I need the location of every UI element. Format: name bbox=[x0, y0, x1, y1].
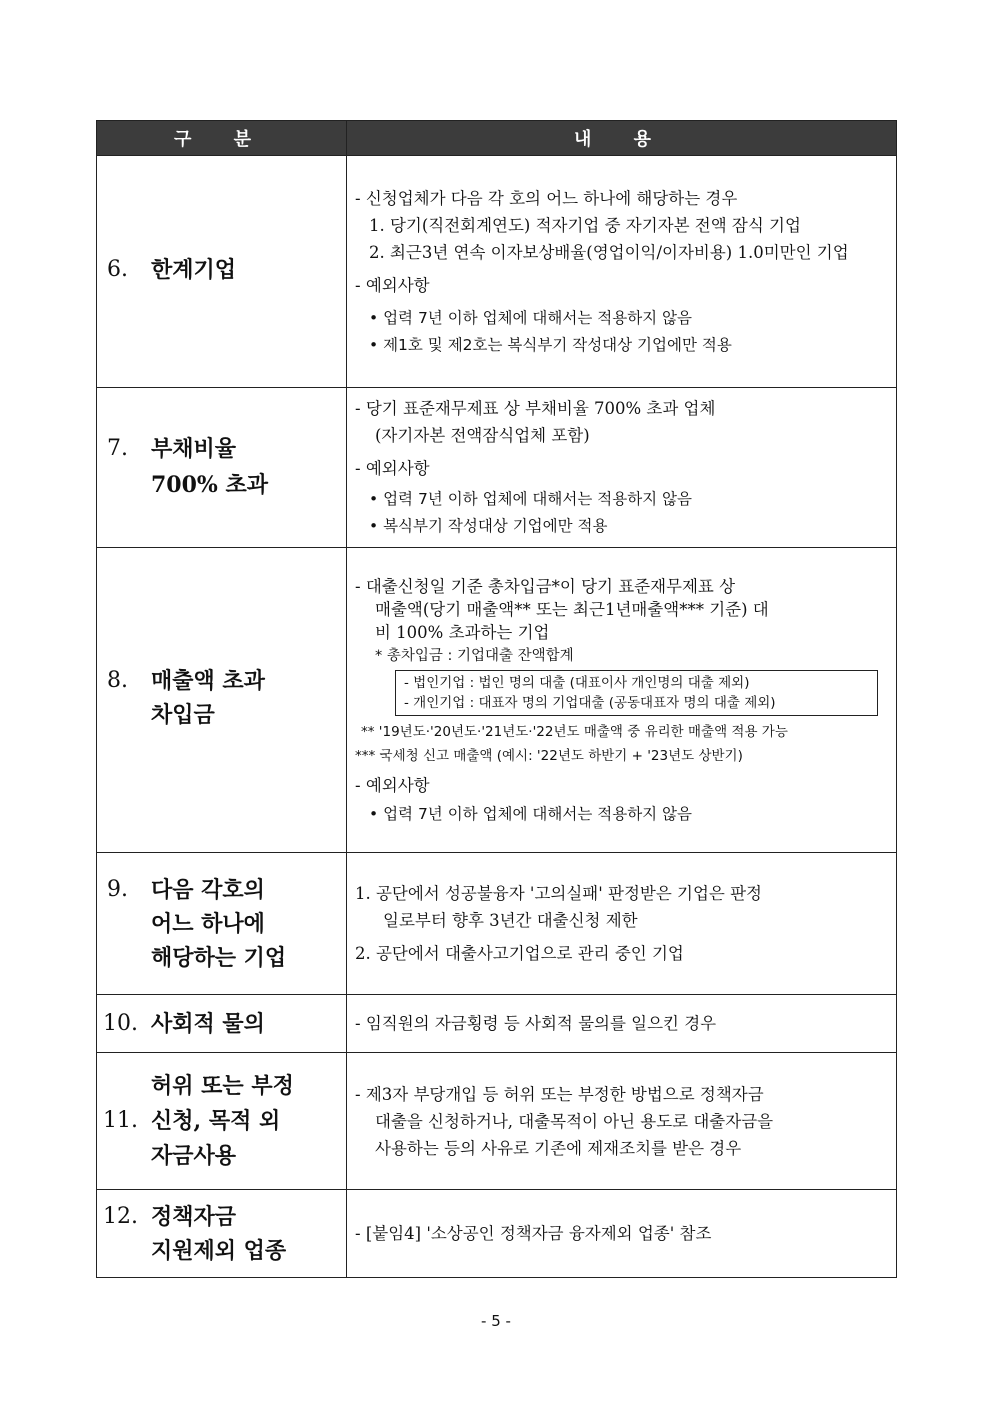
criteria-table bbox=[96, 120, 897, 1278]
content-line: - 예외사항 bbox=[355, 459, 430, 478]
content-line: • 업력 7년 이하 업체에 대해서는 적용하지 않음 bbox=[369, 490, 693, 508]
row-number: 6. bbox=[107, 257, 128, 282]
content-line: - 당기 표준재무제표 상 부채비율 700% 초과 업체 bbox=[355, 399, 716, 418]
content-line: 매출액(당기 매출액** 또는 최근1년매출액*** 기준) 대 bbox=[375, 599, 769, 619]
table-row bbox=[97, 388, 897, 548]
table-row bbox=[97, 156, 897, 388]
content-line: • 제1호 및 제2호는 복식부기 작성대상 기업에만 적용 bbox=[369, 335, 732, 354]
content-line: • 업력 7년 이하 업체에 대해서는 적용하지 않음 bbox=[369, 308, 693, 327]
row-number: 7. bbox=[107, 436, 128, 461]
content-line: (자기자본 전액잠식업체 포함) bbox=[375, 426, 590, 445]
row-content bbox=[347, 388, 897, 548]
row-content bbox=[347, 1190, 897, 1278]
content-line: - 제3자 부당개입 등 허위 또는 부정한 방법으로 정책자금 bbox=[355, 1084, 764, 1104]
header-content: 내 용 bbox=[347, 121, 897, 156]
content-line: - 예외사항 bbox=[355, 775, 430, 795]
content-line: 대출을 신청하거나, 대출목적이 아닌 용도로 대출자금을 bbox=[375, 1111, 774, 1131]
row-content bbox=[347, 548, 897, 853]
row-label: 자금사용 bbox=[151, 1143, 237, 1169]
row-category bbox=[97, 1053, 347, 1190]
content-line: 비 100% 초과하는 기업 bbox=[375, 622, 550, 642]
row-number: 8. bbox=[107, 668, 128, 693]
header-category: 구 분 bbox=[97, 121, 347, 156]
content-line: - 대출신청일 기준 총차입금*이 당기 표준재무제표 상 bbox=[355, 576, 736, 596]
row-label: 신청, 목적 외 bbox=[151, 1108, 281, 1134]
content-line: 사용하는 등의 사유로 기존에 제재조치를 받은 경우 bbox=[375, 1138, 742, 1158]
row-label: 차입금 bbox=[151, 702, 215, 728]
table-row bbox=[97, 1190, 897, 1278]
borrowing-detail-box bbox=[395, 670, 878, 716]
row-number: 12. bbox=[103, 1204, 138, 1229]
content-line: 1. 당기(직전회계연도) 적자기업 중 자기자본 전액 잠식 기업 bbox=[369, 215, 801, 235]
content-line: - 신청업체가 다음 각 호의 어느 하나에 해당하는 경우 bbox=[355, 188, 738, 208]
content-line: - 임직원의 자금횡령 등 사회적 물의를 일으킨 경우 bbox=[355, 1014, 717, 1033]
row-number: 11. bbox=[103, 1108, 138, 1133]
row-category bbox=[97, 548, 347, 853]
row-category bbox=[97, 1190, 347, 1278]
content-line: 2. 공단에서 대출사고기업으로 관리 중인 기업 bbox=[355, 944, 684, 963]
row-label: 700% 초과 bbox=[151, 472, 268, 498]
row-label: 정책자금 bbox=[151, 1204, 237, 1230]
row-label: 매출액 초과 bbox=[151, 668, 265, 694]
row-content bbox=[347, 995, 897, 1053]
content-line: ** '19년도·'20년도·'21년도·'22년도 매출액 중 유리한 매출액 적용 가능 bbox=[361, 723, 788, 740]
table-row bbox=[97, 853, 897, 995]
content-line: • 복식부기 작성대상 기업에만 적용 bbox=[369, 517, 608, 535]
row-content bbox=[347, 1053, 897, 1190]
content-line: *** 국세청 신고 매출액 (예시: '22년도 하반기 + '23년도 상반기) bbox=[355, 747, 743, 764]
row-label: 한계기업 bbox=[151, 257, 237, 283]
row-label: 사회적 물의 bbox=[151, 1011, 265, 1037]
content-line: 2. 최근3년 연속 이자보상배율(영업이익/이자비용) 1.0미만인 기업 bbox=[369, 242, 849, 262]
content-line: 일로부터 향후 3년간 대출신청 제한 bbox=[383, 911, 638, 930]
row-content bbox=[347, 853, 897, 995]
row-number: 9. bbox=[107, 877, 128, 902]
content-line: - [붙임4] '소상공인 정책자금 융자제외 업종' 참조 bbox=[355, 1224, 712, 1243]
content-line: • 업력 7년 이하 업체에 대해서는 적용하지 않음 bbox=[369, 804, 693, 823]
row-category bbox=[97, 388, 347, 548]
row-label: 다음 각호의 bbox=[151, 877, 265, 903]
table-row bbox=[97, 548, 897, 853]
content-line: - 예외사항 bbox=[355, 275, 430, 295]
row-label: 허위 또는 부정 bbox=[151, 1073, 294, 1099]
content-line: * 총차입금 : 기업대출 잔액합계 bbox=[375, 647, 574, 664]
criteria-table-container bbox=[96, 120, 896, 1278]
row-label: 해당하는 기업 bbox=[151, 945, 287, 971]
row-category bbox=[97, 995, 347, 1053]
row-content bbox=[347, 156, 897, 388]
content-line: - 개인기업 : 대표자 명의 기업대출 (공동대표자 명의 대출 제외) bbox=[404, 694, 776, 711]
row-label: 지원제외 업종 bbox=[151, 1238, 287, 1264]
row-category bbox=[97, 156, 347, 388]
row-number: 10. bbox=[103, 1011, 138, 1036]
row-category bbox=[97, 853, 347, 995]
page-number: - 5 - bbox=[481, 1312, 511, 1330]
table-row bbox=[97, 1053, 897, 1190]
content-line: - 법인기업 : 법인 명의 대출 (대표이사 개인명의 대출 제외) bbox=[404, 674, 750, 691]
row-label: 부채비율 bbox=[151, 436, 237, 462]
content-line: 1. 공단에서 성공불융자 '고의실패' 판정받은 기업은 판정 bbox=[355, 884, 762, 903]
row-label: 어느 하나에 bbox=[151, 911, 265, 937]
table-row bbox=[97, 995, 897, 1053]
table-header-row bbox=[97, 121, 897, 156]
